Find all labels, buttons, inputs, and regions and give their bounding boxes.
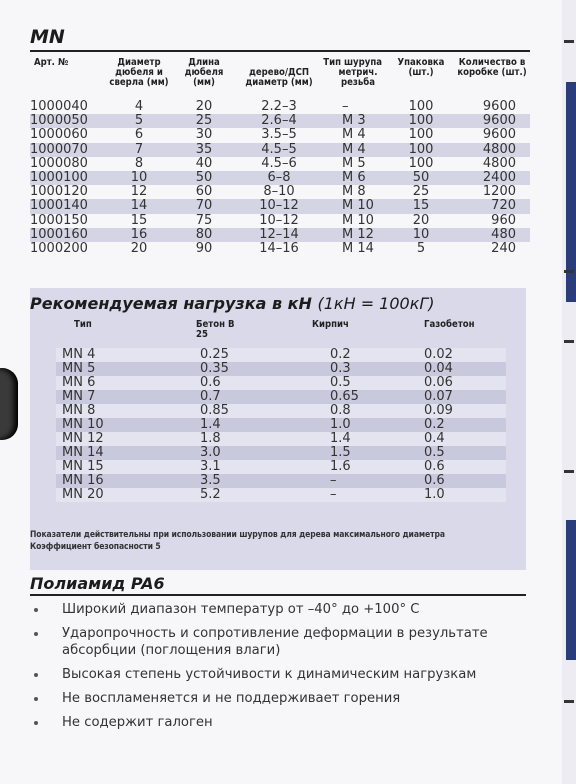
mn-cell: 1200	[482, 184, 516, 200]
load-cell: 0.4	[424, 432, 506, 446]
mn-cell: M 10	[328, 199, 388, 213]
load-note-1: Показатели действительны при использовании шурупов для дерева максимального диаметра	[30, 530, 445, 540]
mn-cell: 50	[388, 171, 454, 185]
mn-cell: 75	[195, 212, 213, 228]
mn-table-row	[30, 228, 530, 242]
load-cell: 0.65	[312, 390, 424, 404]
mn-cell: M 4	[342, 127, 366, 143]
mn-title-rule	[30, 50, 530, 52]
mn-table-row	[30, 185, 530, 199]
load-cell: 1.5	[312, 446, 424, 460]
mn-cell: M 8	[342, 184, 366, 200]
load-table-row	[56, 432, 506, 446]
mn-cell: 16	[100, 228, 178, 242]
mn-cell: –	[342, 99, 349, 115]
adjacent-page-edge	[562, 0, 576, 784]
load-cell: MN 12	[56, 432, 184, 446]
mn-cell: 4	[134, 99, 144, 115]
load-table-row	[56, 446, 506, 460]
list-item-text: Широкий диапазон температур от –40° до +100° C	[62, 602, 420, 617]
mn-cell: 4.5–6	[261, 155, 297, 171]
load-cell: 3.1	[184, 460, 312, 474]
mn-table-row	[30, 214, 530, 228]
mn-cell: 960	[491, 212, 516, 228]
col-load-concrete	[184, 320, 312, 348]
col-diameter: Диаметр дюбеля и сверла (мм)	[109, 57, 169, 88]
col-load-gas: Газобетон	[424, 319, 475, 330]
load-table-row	[56, 390, 506, 404]
mn-cell: 12	[130, 184, 148, 200]
mn-cell: 9600	[454, 114, 530, 128]
list-item	[30, 690, 530, 707]
mn-title: MN	[30, 26, 65, 48]
list-item-text: Высокая степень устойчивости к динамическим нагрузкам	[62, 667, 477, 682]
col-screw-metric: метрич. резьба	[338, 67, 378, 88]
col-load-concrete-label: Бетон В 25	[196, 319, 235, 340]
mn-cell: 720	[454, 199, 530, 213]
mn-cell: M 4	[328, 143, 388, 157]
load-note-2: Коэффициент безопасности 5	[30, 542, 161, 552]
mn-spec-table	[30, 58, 530, 256]
load-cell: 0.07	[424, 390, 506, 404]
mn-cell: 1000060	[30, 127, 88, 143]
load-cell: 0.6	[184, 376, 312, 390]
list-item	[30, 714, 530, 731]
mn-cell: 100	[408, 155, 434, 171]
mn-cell: 1000150	[30, 212, 88, 228]
mn-table-row	[30, 157, 530, 171]
load-cell: 3.5	[184, 474, 312, 488]
col-load-brick: Кирпич	[312, 319, 349, 330]
load-cell: MN 15	[56, 460, 184, 474]
col-box: Количество в коробке (шт.)	[457, 57, 527, 78]
load-title	[30, 294, 435, 313]
mn-cell: M 12	[328, 228, 388, 242]
load-table-row	[56, 376, 506, 390]
mn-cell: 25	[412, 184, 430, 200]
mn-cell: 40	[195, 155, 213, 171]
polyamide-title: Полиамид PA6	[30, 574, 165, 593]
load-cell: 0.06	[424, 376, 506, 390]
bullet-icon	[34, 673, 38, 677]
bullet-icon	[34, 721, 38, 725]
mn-cell: 5	[100, 114, 178, 128]
mn-cell: 1000040	[30, 99, 88, 115]
load-table-row	[56, 488, 506, 502]
bullet-icon	[34, 632, 38, 636]
polyamide-features	[30, 601, 530, 738]
mn-cell: 30	[195, 127, 213, 143]
mn-cell: 1000080	[30, 155, 88, 171]
mn-cell: 10	[100, 171, 178, 185]
mn-cell: 50	[178, 171, 230, 185]
load-cell: MN 6	[56, 376, 184, 390]
mn-cell: 4.5–5	[230, 143, 328, 157]
mn-table-row	[30, 199, 530, 213]
list-item-text: Не воспламеняется и не поддерживает горения	[62, 691, 401, 706]
load-cell: 0.8	[312, 404, 424, 418]
mn-cell: 25	[178, 114, 230, 128]
mn-cell: M 10	[342, 212, 374, 228]
load-cell: 0.5	[424, 446, 506, 460]
mn-cell: M 6	[328, 171, 388, 185]
load-cell: MN 8	[56, 404, 184, 418]
mn-cell: 14–16	[259, 240, 299, 256]
list-item	[30, 666, 530, 683]
load-cell: 1.4	[184, 418, 312, 432]
load-cell: 5.2	[184, 488, 312, 502]
load-cell: MN 20	[56, 488, 184, 502]
load-table-row	[56, 474, 506, 488]
mn-cell: 100	[388, 143, 454, 157]
load-cell: 0.6	[424, 460, 506, 474]
mn-cell: 20	[130, 240, 148, 256]
mn-cell: 100	[388, 114, 454, 128]
load-cell: MN 7	[56, 390, 184, 404]
mn-cell: 7	[100, 143, 178, 157]
mn-cell: M 14	[342, 240, 374, 256]
mn-cell: M 3	[328, 114, 388, 128]
load-title-unit: (1кН = 100кГ)	[317, 294, 435, 313]
load-cell: 0.2	[424, 418, 506, 432]
col-load-type: Тип	[74, 319, 92, 330]
mn-cell: 6–8	[230, 171, 328, 185]
load-cell: 3.0	[184, 446, 312, 460]
mn-cell: 2400	[454, 171, 530, 185]
mn-cell: 10–12	[259, 212, 299, 228]
mn-cell: 8	[134, 155, 144, 171]
load-table-row	[56, 418, 506, 432]
load-table-row	[56, 404, 506, 418]
mn-cell: 6	[134, 127, 144, 143]
col-screw-type: Тип шурупа	[323, 57, 382, 68]
col-screw-wood: дерево/ДСП диаметр (мм)	[245, 67, 313, 88]
mn-cell: 2.2–3	[261, 99, 297, 115]
mn-cell: 80	[178, 228, 230, 242]
load-cell: 0.85	[184, 404, 312, 418]
mn-table-row	[30, 242, 530, 256]
bullet-icon	[34, 697, 38, 701]
mn-table-row	[30, 143, 530, 157]
load-cell: MN 5	[56, 362, 184, 376]
load-cell: –	[312, 474, 424, 488]
polyamide-rule	[30, 594, 526, 596]
list-item-text: Ударопрочность и сопротивление деформации в результате абсорбции (поглощения влаги)	[62, 626, 488, 658]
mn-cell: 10–12	[230, 199, 328, 213]
mn-cell: 1000050	[30, 114, 100, 128]
mn-cell: 240	[491, 240, 516, 256]
mn-cell: 9600	[482, 127, 516, 143]
mn-cell: 3.5–5	[261, 127, 297, 143]
mn-cell: 480	[454, 228, 530, 242]
load-cell: 0.2	[312, 348, 424, 362]
mn-cell: M 5	[342, 155, 366, 171]
mn-cell: 8–10	[263, 184, 295, 200]
mn-cell: 1000100	[30, 171, 100, 185]
mn-table-row	[30, 100, 530, 114]
mn-cell: 4800	[482, 155, 516, 171]
load-table-row	[56, 460, 506, 474]
load-cell: MN 4	[56, 348, 184, 362]
list-item	[30, 601, 530, 618]
mn-cell: 1000070	[30, 143, 100, 157]
mn-cell: 100	[408, 127, 434, 143]
load-cell: 0.3	[312, 362, 424, 376]
load-cell: 1.4	[312, 432, 424, 446]
mn-cell: 70	[178, 199, 230, 213]
mn-table-row	[30, 128, 530, 142]
load-cell: MN 14	[56, 446, 184, 460]
binder-hole	[0, 368, 18, 440]
col-pack: Упаковка (шт.)	[397, 57, 445, 78]
mn-table-row	[30, 171, 530, 185]
load-cell: MN 10	[56, 418, 184, 432]
load-cell: 0.7	[184, 390, 312, 404]
mn-cell: 15	[130, 212, 148, 228]
load-cell: 0.09	[424, 404, 506, 418]
load-table-row	[56, 348, 506, 362]
list-item-text: Не содержит галоген	[62, 715, 213, 730]
mn-cell: 20	[412, 212, 430, 228]
mn-cell: 10	[388, 228, 454, 242]
mn-cell: 14	[100, 199, 178, 213]
load-table-row	[56, 362, 506, 376]
load-cell: 0.25	[184, 348, 312, 362]
mn-cell: 1000140	[30, 199, 100, 213]
load-cell: 0.6	[424, 474, 506, 488]
mn-cell: 20	[195, 99, 213, 115]
load-cell: 0.35	[184, 362, 312, 376]
mn-cell: 90	[195, 240, 213, 256]
mn-cell: 12–14	[230, 228, 328, 242]
mn-cell: 60	[195, 184, 213, 200]
load-cell: 0.5	[312, 376, 424, 390]
load-title-main: Рекомендуемая нагрузка в кН	[30, 294, 312, 313]
load-cell: 1.0	[424, 488, 506, 502]
load-cell: 1.6	[312, 460, 424, 474]
mn-cell: 15	[388, 199, 454, 213]
mn-table-row	[30, 114, 530, 128]
load-cell: 0.02	[424, 348, 506, 362]
mn-cell: 1000160	[30, 228, 100, 242]
bullet-icon	[34, 608, 38, 612]
load-cell: 1.0	[312, 418, 424, 432]
mn-cell: 9600	[482, 99, 516, 115]
mn-cell: 2.6–4	[230, 114, 328, 128]
load-table	[56, 320, 506, 502]
load-cell: MN 16	[56, 474, 184, 488]
mn-cell: 100	[408, 99, 434, 115]
mn-cell: 1000200	[30, 240, 88, 256]
mn-cell: 5	[416, 240, 426, 256]
mn-cell: 1000120	[30, 184, 88, 200]
load-cell: 1.8	[184, 432, 312, 446]
col-art: Арт. №	[34, 57, 69, 68]
mn-cell: 35	[178, 143, 230, 157]
load-cell: –	[312, 488, 424, 502]
list-item	[30, 625, 530, 659]
load-cell: 0.04	[424, 362, 506, 376]
col-length: Длина дюбеля (мм)	[184, 57, 224, 88]
mn-cell: 4800	[454, 143, 530, 157]
